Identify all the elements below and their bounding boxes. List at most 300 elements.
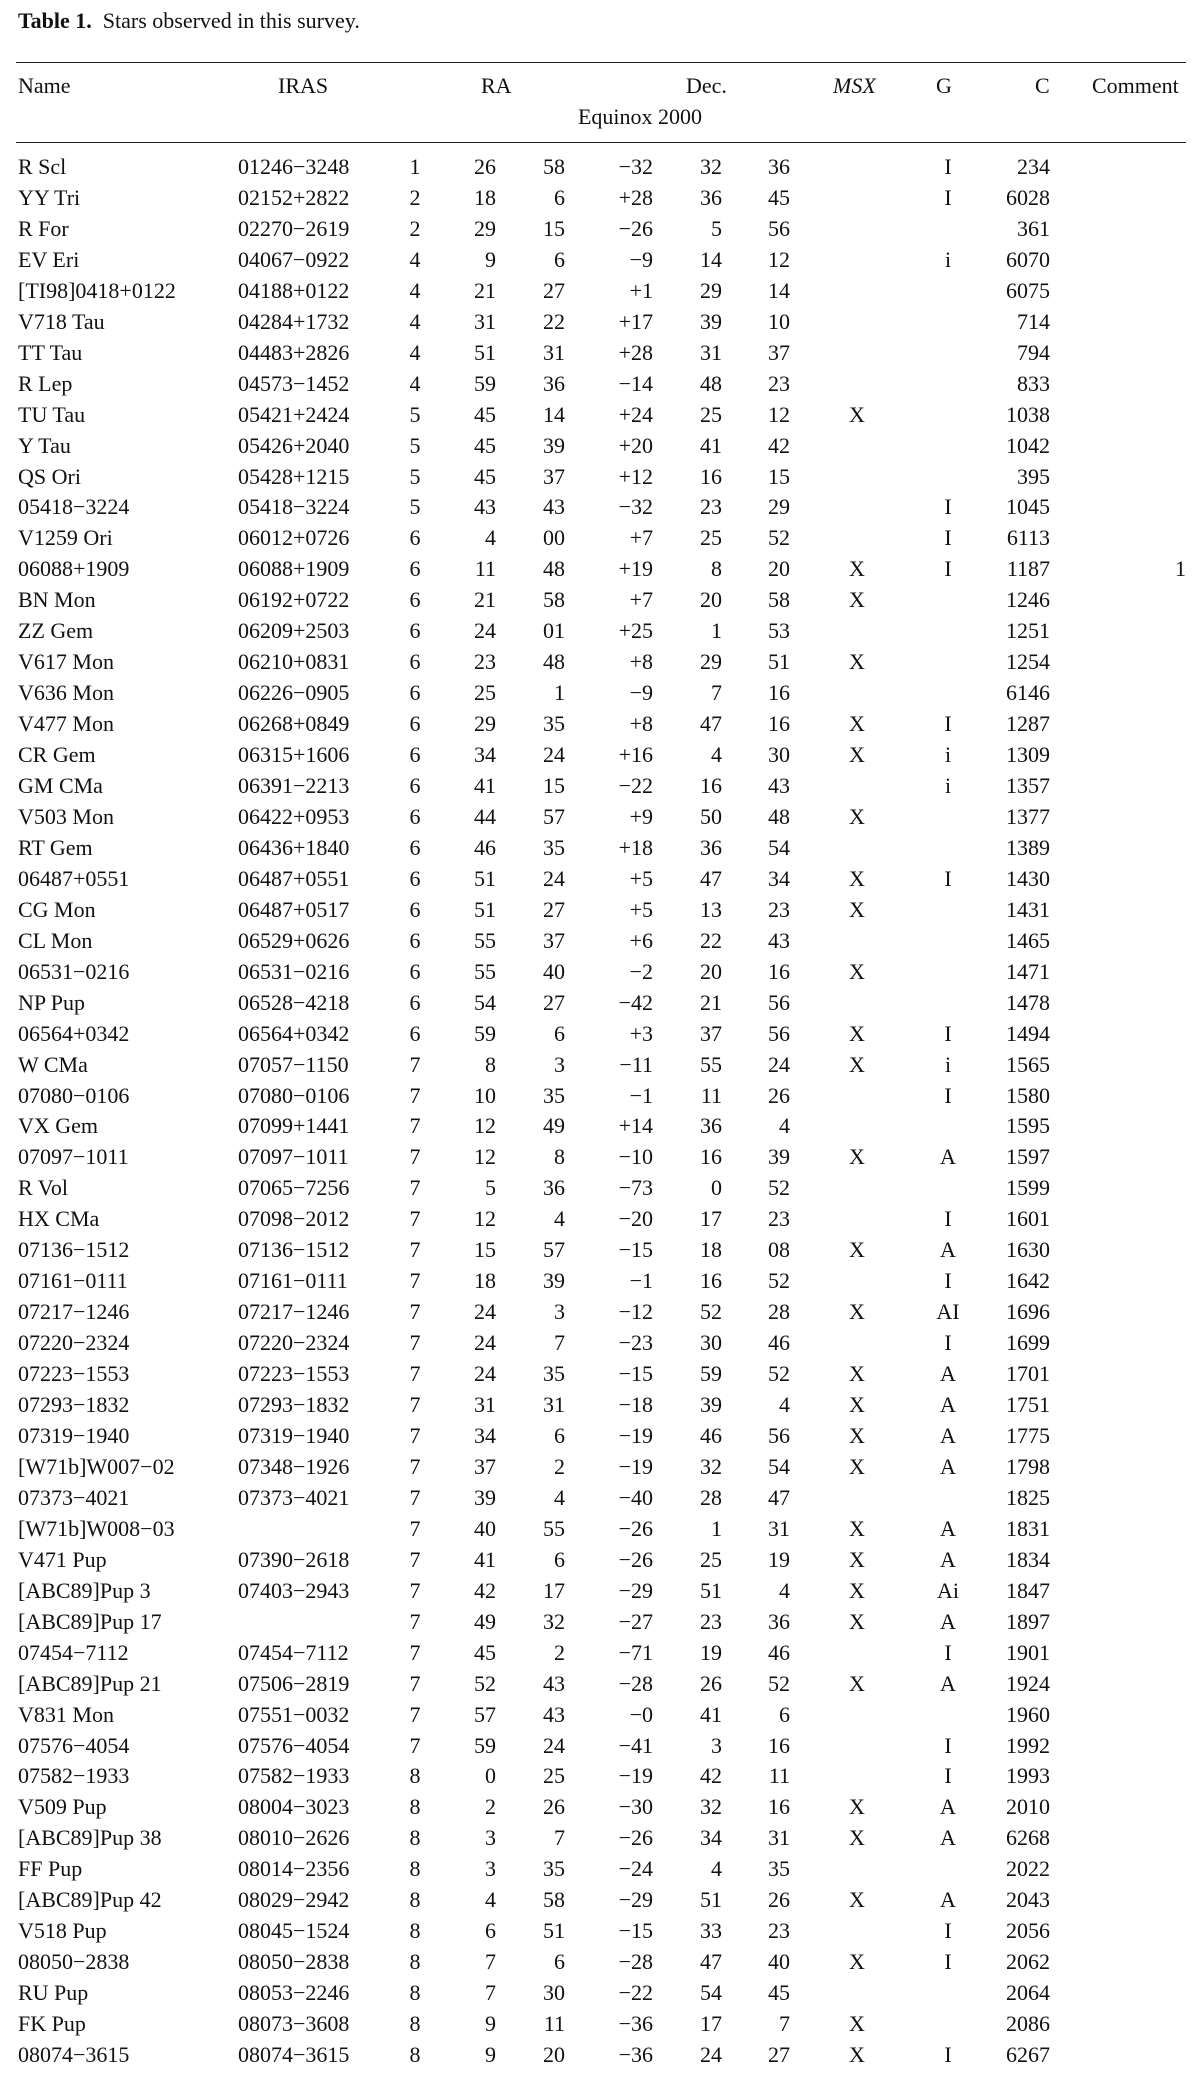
ra-s-cell: 2 [554, 1453, 565, 1479]
ra-h-cell: 8 [409, 1980, 421, 2005]
dec-s-cell: 23 [768, 896, 790, 922]
dec-d-cell: −15 [618, 1918, 653, 1944]
g-cell: I [944, 154, 952, 179]
c-cell: 1834 [1006, 1546, 1050, 1572]
dec-m-cell: 28 [700, 1484, 722, 1510]
dec-d-cell: −19 [618, 1453, 653, 1479]
c-cell: 2010 [1006, 1794, 1050, 1820]
ra-m-cell: 31 [474, 1392, 496, 1417]
ra-s-cell: 30 [543, 1980, 565, 2005]
dec-d-cell: +28 [618, 339, 653, 365]
ra-h-cell: 6 [409, 927, 421, 953]
ra-m-cell: 24 [474, 618, 496, 644]
dec-d-cell: −32 [618, 494, 653, 520]
ra-m-cell: 55 [474, 958, 496, 984]
ra-s-cell: 00 [543, 525, 565, 551]
ra-m-cell: 24 [474, 1299, 496, 1325]
ra-s-cell: 2 [554, 1639, 565, 1665]
dec-m-cell: 41 [700, 432, 722, 458]
dec-m-cell: 20 [700, 587, 722, 613]
msx-cell: X [849, 803, 865, 829]
header-dec: Dec. [686, 73, 727, 98]
name-cell: V636 Mon [18, 680, 114, 706]
ra-h-cell: 5 [409, 463, 421, 489]
name-cell: CG Mon [18, 896, 96, 922]
c-cell: 714 [1017, 308, 1050, 334]
dec-d-cell: −15 [618, 1361, 653, 1386]
iras-cell: 08010−2626 [238, 1825, 350, 1851]
dec-m-cell: 23 [700, 1608, 722, 1634]
c-cell: 1775 [1006, 1423, 1050, 1448]
dec-d-cell: +8 [629, 711, 653, 737]
dec-m-cell: 7 [711, 680, 722, 706]
c-cell: 395 [1017, 463, 1050, 489]
dec-m-cell: 30 [700, 1330, 722, 1356]
c-cell: 1601 [1006, 1206, 1050, 1232]
iras-cell: 08004−3023 [238, 1794, 350, 1820]
table-row [0, 864, 1200, 895]
ra-s-cell: 57 [543, 803, 565, 829]
ra-h-cell: 7 [409, 1299, 421, 1325]
ra-m-cell: 41 [474, 1546, 496, 1572]
g-cell: i [944, 1051, 952, 1077]
name-cell: RT Gem [18, 834, 93, 860]
ra-s-cell: 3 [554, 1051, 565, 1077]
iras-cell: 01246−3248 [238, 154, 350, 179]
iras-cell: 07057−1150 [238, 1051, 349, 1077]
ra-s-cell: 6 [554, 1949, 565, 1975]
c-cell: 1430 [1006, 865, 1050, 891]
table-row [0, 585, 1200, 616]
iras-cell: 08045−1524 [238, 1918, 350, 1944]
msx-cell: X [849, 2042, 865, 2067]
ra-h-cell: 7 [409, 1392, 421, 1417]
ra-m-cell: 45 [474, 463, 496, 489]
c-cell: 2086 [1006, 2011, 1050, 2036]
dec-d-cell: +8 [629, 649, 653, 675]
header-c: C [1035, 73, 1050, 98]
dec-d-cell: −27 [618, 1608, 653, 1634]
msx-cell: X [849, 1825, 865, 1851]
table-row [0, 1173, 1200, 1204]
g-cell: A [940, 1453, 956, 1479]
iras-cell: 06088+1909 [238, 556, 350, 582]
dec-d-cell: −30 [618, 1794, 653, 1820]
dec-m-cell: 19 [700, 1639, 722, 1665]
ra-m-cell: 7 [485, 1980, 496, 2005]
c-cell: 1897 [1006, 1608, 1050, 1634]
dec-d-cell: −1 [629, 1082, 653, 1108]
dec-d-cell: −18 [618, 1392, 653, 1417]
c-cell: 1246 [1006, 587, 1050, 613]
ra-m-cell: 18 [474, 184, 496, 210]
name-cell: 06531−0216 [18, 958, 130, 984]
dec-d-cell: −26 [618, 1546, 653, 1572]
dec-m-cell: 36 [700, 834, 722, 860]
table-row [0, 895, 1200, 926]
dec-m-cell: 1 [711, 618, 722, 644]
table-row [0, 2009, 1200, 2040]
iras-cell: 06531−0216 [238, 958, 350, 984]
ra-h-cell: 7 [409, 1051, 421, 1077]
table-row [0, 214, 1200, 245]
ra-h-cell: 6 [409, 1020, 421, 1046]
ra-m-cell: 46 [474, 834, 496, 860]
table-row [0, 678, 1200, 709]
g-cell: I [944, 1020, 952, 1046]
g-cell: I [944, 1918, 952, 1944]
ra-m-cell: 29 [474, 215, 496, 241]
dec-s-cell: 11 [768, 1763, 790, 1789]
ra-m-cell: 11 [474, 556, 496, 582]
table-row [0, 1761, 1200, 1792]
table-row [0, 802, 1200, 833]
ra-m-cell: 42 [474, 1577, 496, 1603]
dec-m-cell: 34 [700, 1825, 722, 1851]
dec-m-cell: 4 [711, 1856, 722, 1882]
ra-s-cell: 31 [543, 1392, 565, 1417]
iras-cell: 06529+0626 [238, 927, 350, 953]
c-cell: 6070 [1006, 246, 1050, 272]
dec-m-cell: 16 [700, 1144, 722, 1170]
name-cell: 07097−1011 [18, 1144, 129, 1170]
dec-m-cell: 32 [700, 1453, 722, 1479]
name-cell: V1259 Ori [18, 525, 113, 551]
dec-d-cell: −10 [618, 1144, 653, 1170]
ra-s-cell: 8 [554, 1144, 565, 1170]
ra-h-cell: 7 [409, 1206, 421, 1232]
ra-m-cell: 12 [474, 1113, 496, 1139]
name-cell: BN Mon [18, 587, 96, 613]
table-row [0, 1297, 1200, 1328]
dec-d-cell: −29 [618, 1577, 653, 1603]
dec-m-cell: 39 [700, 1392, 722, 1417]
dec-d-cell: −9 [629, 680, 653, 706]
dec-s-cell: 56 [768, 215, 790, 241]
c-cell: 2062 [1006, 1949, 1050, 1975]
msx-cell: X [849, 1608, 865, 1634]
dec-s-cell: 36 [768, 154, 790, 179]
ra-h-cell: 8 [409, 2011, 421, 2036]
ra-m-cell: 3 [485, 1825, 496, 1851]
dec-s-cell: 45 [768, 1980, 790, 2005]
dec-d-cell: +12 [618, 463, 653, 489]
ra-m-cell: 51 [474, 339, 496, 365]
g-cell: I [944, 865, 952, 891]
ra-m-cell: 34 [474, 742, 496, 767]
iras-cell: 08074−3615 [238, 2042, 350, 2067]
ra-h-cell: 7 [409, 1237, 421, 1263]
dec-m-cell: 32 [700, 1794, 722, 1820]
iras-cell: 07080−0106 [238, 1082, 350, 1108]
dec-s-cell: 27 [768, 2042, 790, 2067]
ra-m-cell: 3 [485, 1856, 496, 1882]
msx-cell: X [849, 2011, 865, 2036]
iras-cell: 06487+0517 [238, 896, 350, 922]
table-row [0, 833, 1200, 864]
name-cell: YY Tri [18, 184, 81, 210]
table-row [0, 492, 1200, 523]
dec-s-cell: 6 [779, 1701, 790, 1727]
ra-h-cell: 6 [409, 711, 421, 737]
name-cell: V518 Pup [18, 1918, 107, 1944]
ra-s-cell: 35 [543, 834, 565, 860]
c-cell: 1565 [1006, 1051, 1050, 1077]
msx-cell: X [849, 1670, 865, 1696]
msx-cell: X [849, 711, 865, 737]
c-cell: 1309 [1006, 742, 1050, 767]
name-cell: VX Gem [18, 1113, 99, 1139]
ra-m-cell: 39 [474, 1484, 496, 1510]
iras-cell: 07065−7256 [238, 1175, 350, 1201]
ra-h-cell: 8 [409, 1887, 421, 1913]
ra-s-cell: 01 [543, 618, 565, 644]
ra-h-cell: 5 [409, 494, 421, 520]
ra-s-cell: 20 [543, 2042, 565, 2067]
name-cell: [W71b]W008−03 [18, 1515, 175, 1541]
ra-s-cell: 17 [543, 1577, 565, 1603]
dec-s-cell: 56 [768, 989, 790, 1015]
ra-h-cell: 7 [409, 1453, 421, 1479]
dec-d-cell: +24 [618, 401, 653, 427]
c-cell: 1431 [1006, 896, 1050, 922]
table-row [0, 1452, 1200, 1483]
g-cell: I [944, 711, 952, 737]
ra-s-cell: 35 [543, 1856, 565, 1882]
dec-m-cell: 13 [700, 896, 722, 922]
msx-cell: X [849, 1144, 865, 1170]
c-cell: 6113 [1006, 525, 1050, 551]
dec-s-cell: 23 [768, 1206, 790, 1232]
table-row [0, 1947, 1200, 1978]
ra-m-cell: 45 [474, 401, 496, 427]
dec-s-cell: 12 [768, 401, 790, 427]
name-cell: NP Pup [18, 989, 86, 1015]
dec-m-cell: 25 [700, 525, 722, 551]
name-cell: 07576−4054 [18, 1732, 130, 1758]
ra-s-cell: 36 [543, 370, 565, 396]
table-row [0, 1638, 1200, 1669]
table-row [0, 400, 1200, 431]
name-cell: 06487+0551 [18, 865, 130, 891]
ra-m-cell: 15 [474, 1237, 496, 1263]
ra-h-cell: 8 [409, 1918, 421, 1944]
dec-s-cell: 4 [779, 1577, 790, 1603]
dec-d-cell: −28 [618, 1670, 653, 1696]
g-cell: A [940, 1361, 956, 1386]
iras-cell: 07454−7112 [238, 1639, 349, 1665]
dec-s-cell: 51 [768, 649, 790, 675]
dec-d-cell: −24 [618, 1856, 653, 1882]
dec-s-cell: 26 [768, 1887, 790, 1913]
msx-cell: X [849, 1949, 865, 1975]
dec-d-cell: −40 [618, 1484, 653, 1510]
c-cell: 1595 [1006, 1113, 1050, 1139]
g-cell: A [940, 1423, 956, 1448]
iras-cell: 06192+0722 [238, 587, 350, 613]
dec-d-cell: +16 [618, 742, 653, 767]
dec-d-cell: −36 [618, 2042, 653, 2067]
ra-h-cell: 7 [409, 1670, 421, 1696]
ra-m-cell: 10 [474, 1082, 496, 1108]
c-cell: 6075 [1006, 277, 1050, 303]
dec-s-cell: 28 [768, 1299, 790, 1325]
dec-d-cell: +7 [629, 525, 653, 551]
dec-m-cell: 36 [700, 1113, 722, 1139]
dec-m-cell: 22 [700, 927, 722, 953]
c-cell: 1993 [1006, 1763, 1050, 1789]
ra-h-cell: 6 [409, 587, 421, 613]
ra-m-cell: 21 [474, 277, 496, 303]
table-label: Table 1. [18, 8, 92, 33]
msx-cell: X [849, 649, 865, 675]
dec-d-cell: −14 [618, 370, 653, 396]
dec-m-cell: 39 [700, 308, 722, 334]
dec-d-cell: −11 [619, 1051, 653, 1077]
ra-m-cell: 55 [474, 927, 496, 953]
ra-s-cell: 36 [543, 1175, 565, 1201]
table-row [0, 771, 1200, 802]
ra-s-cell: 35 [543, 711, 565, 737]
name-cell: V718 Tau [18, 308, 105, 334]
c-cell: 1580 [1006, 1082, 1050, 1108]
ra-s-cell: 1 [554, 680, 565, 706]
iras-cell: 06391−2213 [238, 773, 350, 798]
dec-d-cell: +28 [618, 184, 653, 210]
iras-cell: 05426+2040 [238, 432, 350, 458]
ra-s-cell: 24 [543, 1732, 565, 1758]
dec-s-cell: 16 [768, 711, 790, 737]
name-cell: 07217−1246 [18, 1299, 130, 1325]
ra-h-cell: 6 [409, 834, 421, 860]
dec-m-cell: 33 [700, 1918, 722, 1944]
dec-m-cell: 26 [700, 1670, 722, 1696]
iras-cell: 06209+2503 [238, 618, 350, 644]
ra-h-cell: 5 [409, 432, 421, 458]
ra-m-cell: 59 [474, 370, 496, 396]
ra-m-cell: 5 [485, 1175, 496, 1201]
dec-m-cell: 16 [700, 463, 722, 489]
ra-m-cell: 23 [474, 649, 496, 675]
ra-h-cell: 6 [409, 989, 421, 1015]
name-cell: GM CMa [18, 773, 103, 798]
dec-m-cell: 0 [711, 1175, 722, 1201]
ra-m-cell: 21 [474, 587, 496, 613]
dec-s-cell: 47 [768, 1484, 790, 1510]
name-cell: V503 Mon [18, 803, 114, 829]
ra-s-cell: 7 [554, 1825, 565, 1851]
name-cell: V831 Mon [18, 1701, 114, 1727]
dec-s-cell: 46 [768, 1639, 790, 1665]
ra-m-cell: 24 [474, 1330, 496, 1356]
name-cell: [ABC89]Pup 21 [18, 1670, 162, 1696]
iras-cell: 05418−3224 [238, 494, 350, 520]
ra-h-cell: 8 [409, 1949, 421, 1975]
table-row [0, 1359, 1200, 1390]
ra-m-cell: 49 [474, 1608, 496, 1634]
dec-d-cell: −20 [618, 1206, 653, 1232]
iras-cell: 07551−0032 [238, 1701, 350, 1727]
dec-d-cell: +3 [629, 1020, 653, 1046]
iras-cell: 06315+1606 [238, 742, 350, 767]
g-cell: A [940, 1670, 956, 1696]
ra-h-cell: 7 [409, 1113, 421, 1139]
dec-s-cell: 53 [768, 618, 790, 644]
ra-m-cell: 44 [474, 803, 496, 829]
dec-d-cell: −2 [629, 958, 653, 984]
iras-cell: 07403−2943 [238, 1577, 350, 1603]
dec-m-cell: 4 [711, 742, 722, 767]
g-cell: AI [936, 1299, 960, 1325]
name-cell: W CMa [18, 1051, 88, 1077]
name-cell: [ABC89]Pup 42 [18, 1887, 162, 1913]
name-cell: ZZ Gem [18, 618, 94, 644]
ra-m-cell: 0 [485, 1763, 496, 1789]
dec-m-cell: 24 [700, 2042, 722, 2067]
c-cell: 2056 [1006, 1918, 1050, 1944]
msx-cell: X [849, 1546, 865, 1572]
msx-cell: X [849, 1299, 865, 1325]
dec-m-cell: 51 [700, 1887, 722, 1913]
msx-cell: X [849, 865, 865, 891]
ra-m-cell: 37 [474, 1453, 496, 1479]
ra-h-cell: 4 [409, 246, 421, 272]
ra-s-cell: 27 [543, 896, 565, 922]
msx-cell: X [849, 742, 865, 767]
c-cell: 1465 [1006, 927, 1050, 953]
c-cell: 1701 [1006, 1361, 1050, 1386]
g-cell: I [944, 1268, 952, 1294]
dec-s-cell: 23 [768, 1918, 790, 1944]
c-cell: 6267 [1006, 2042, 1050, 2067]
table-row [0, 307, 1200, 338]
dec-d-cell: +17 [618, 308, 653, 334]
iras-cell: 06422+0953 [238, 803, 350, 829]
ra-m-cell: 45 [474, 432, 496, 458]
ra-s-cell: 32 [543, 1608, 565, 1634]
ra-m-cell: 6 [485, 1918, 496, 1944]
ra-h-cell: 4 [409, 339, 421, 365]
msx-cell: X [849, 896, 865, 922]
ra-s-cell: 37 [543, 463, 565, 489]
ra-m-cell: 52 [474, 1670, 496, 1696]
c-cell: 1696 [1006, 1299, 1050, 1325]
ra-s-cell: 37 [543, 927, 565, 953]
c-cell: 1642 [1006, 1268, 1050, 1294]
ra-s-cell: 4 [554, 1484, 565, 1510]
dec-m-cell: 8 [711, 556, 722, 582]
c-cell: 1599 [1006, 1175, 1050, 1201]
iras-cell: 06268+0849 [238, 711, 350, 737]
name-cell: V509 Pup [18, 1794, 107, 1820]
ra-m-cell: 34 [474, 1423, 496, 1448]
c-cell: 1924 [1006, 1670, 1050, 1696]
msx-cell: X [849, 1020, 865, 1046]
dec-s-cell: 54 [768, 1453, 790, 1479]
msx-cell: X [849, 1515, 865, 1541]
name-cell: R Vol [18, 1175, 68, 1201]
msx-cell: X [849, 1361, 865, 1386]
dec-d-cell: −19 [618, 1423, 653, 1448]
dec-m-cell: 25 [700, 1546, 722, 1572]
msx-cell: X [849, 1453, 865, 1479]
ra-s-cell: 6 [554, 184, 565, 210]
ra-h-cell: 7 [409, 1546, 421, 1572]
ra-m-cell: 12 [474, 1206, 496, 1232]
iras-cell: 06436+1840 [238, 834, 350, 860]
ra-h-cell: 7 [409, 1175, 421, 1201]
table-row [0, 1235, 1200, 1266]
